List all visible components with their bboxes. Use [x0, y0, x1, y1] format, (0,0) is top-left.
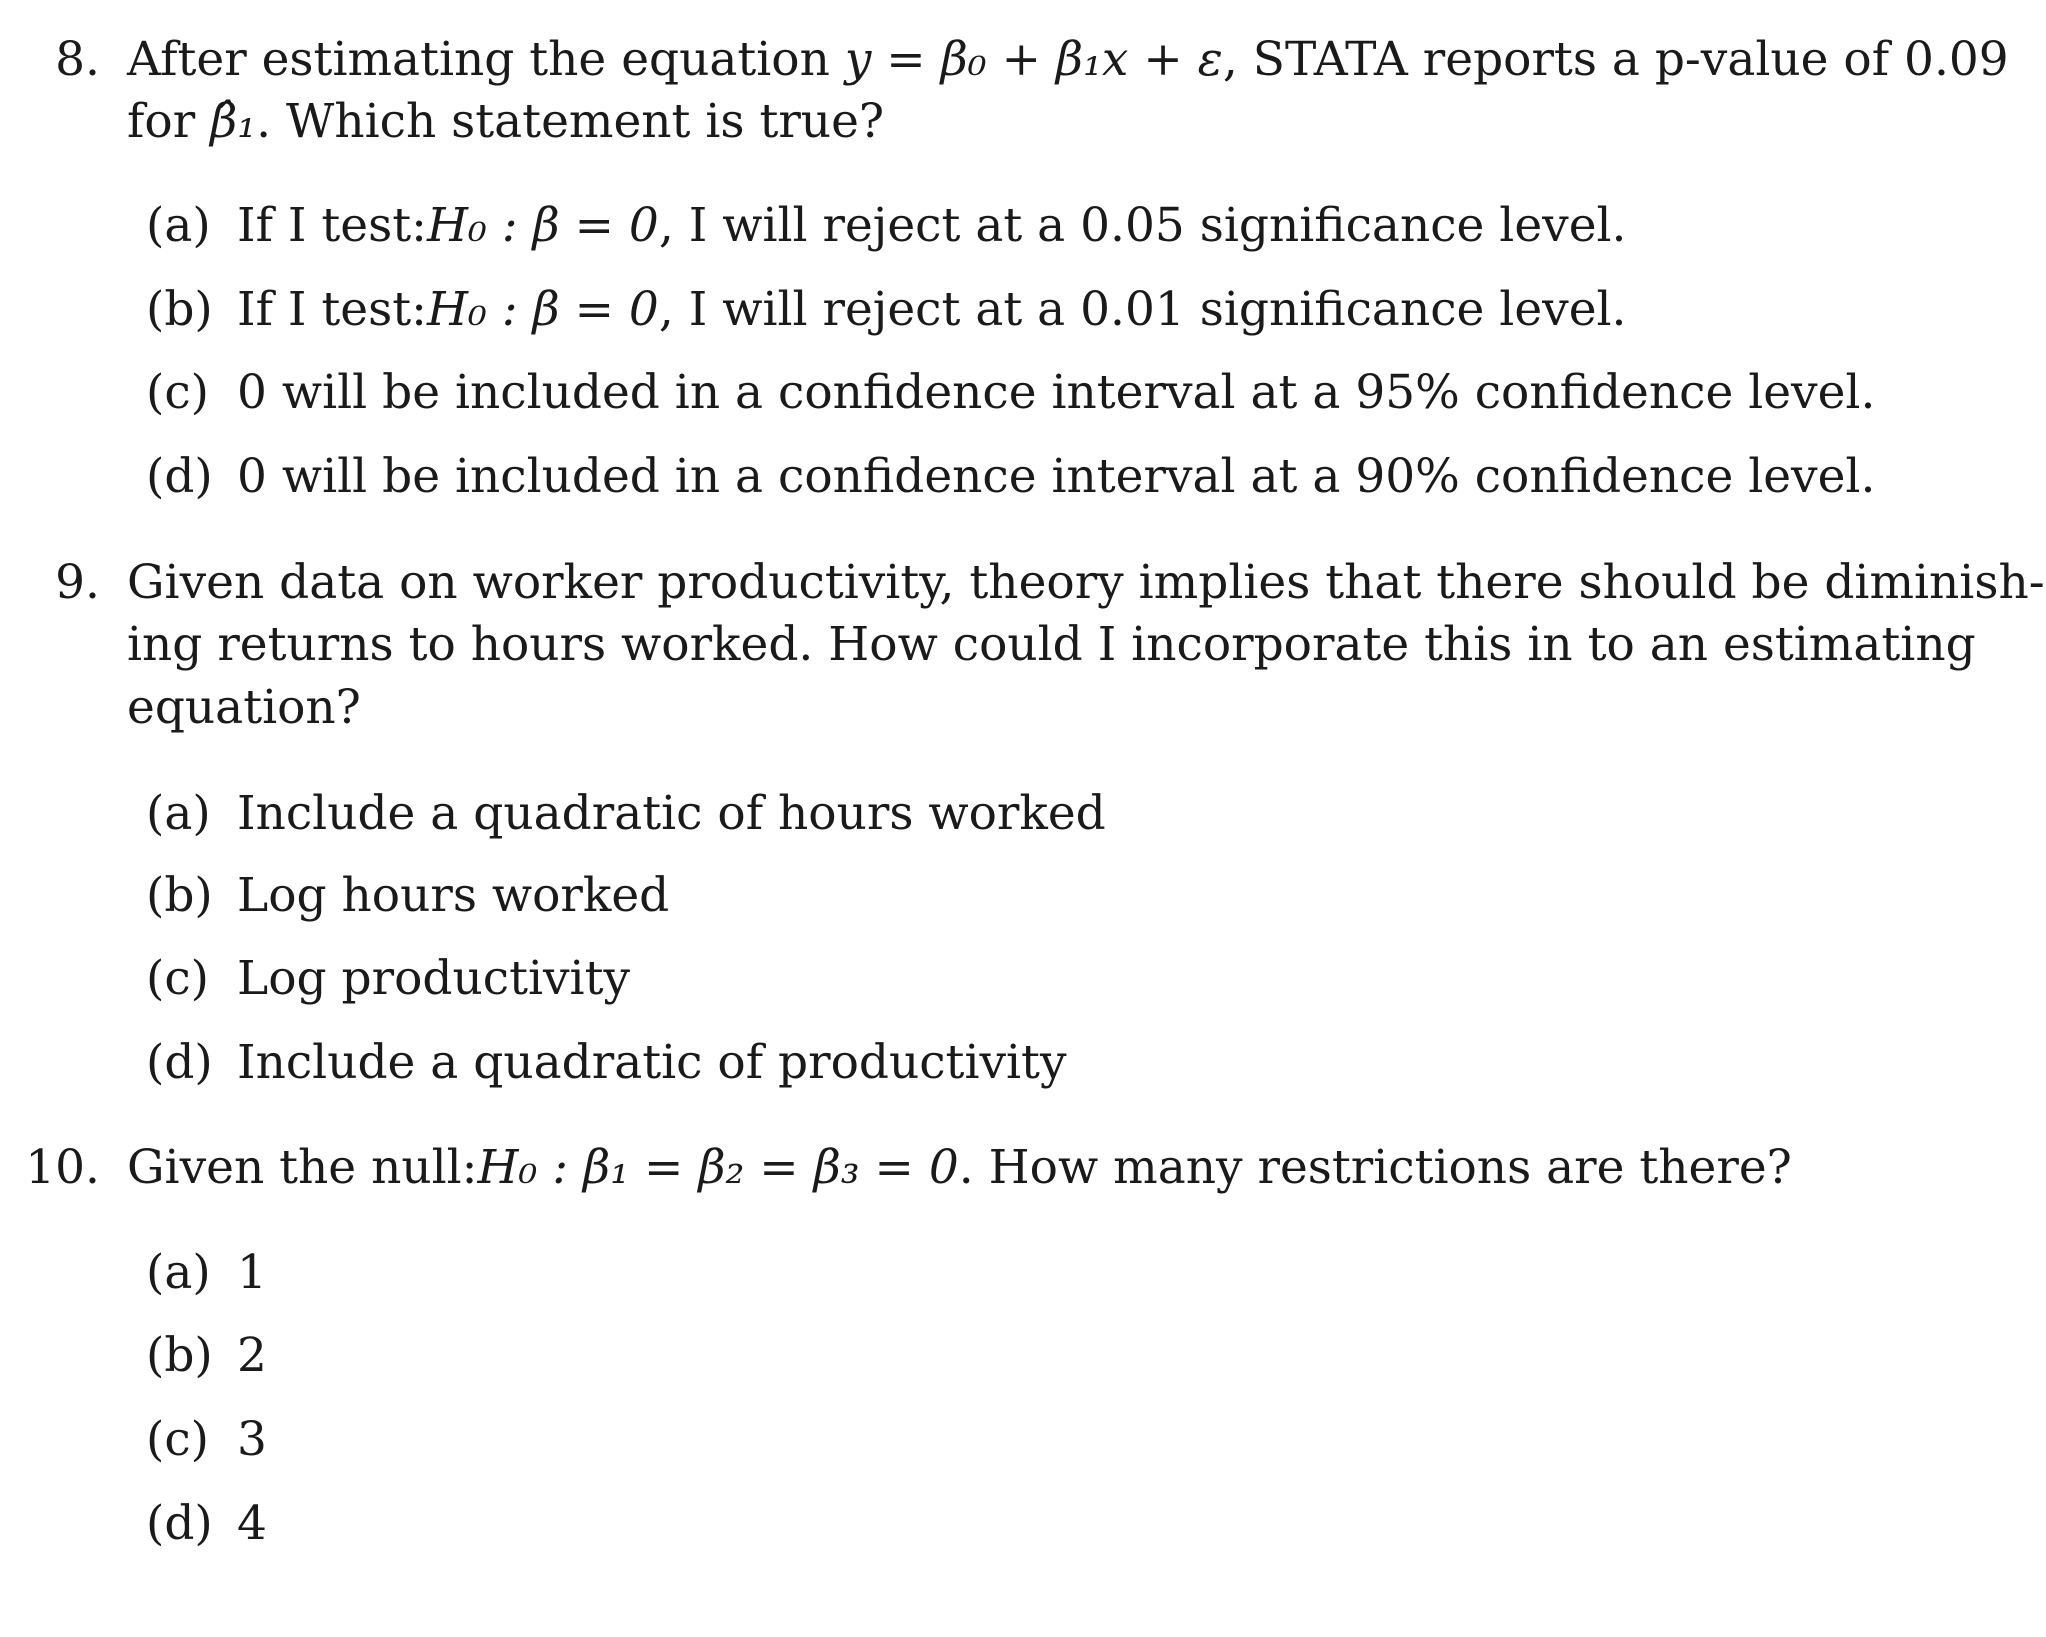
q8-a-math: H₀ : β = 0: [426, 198, 659, 253]
q10-option-c-label: (c): [146, 1412, 209, 1467]
q10-option-d-label: (d): [146, 1496, 213, 1551]
q8-option-d: 0 will be included in a confidence interval at a 90% confidence level.: [237, 449, 1876, 504]
q10-option-c: 3: [237, 1412, 267, 1467]
q9-option-a-label: (a): [146, 786, 211, 841]
question-10-stem: [127, 1138, 1792, 1198]
q8-b-suffix: , I will reject at a 0.01 significance level.: [658, 282, 1627, 337]
q9-option-d-label: (d): [146, 1035, 213, 1090]
q8-option-a: [237, 196, 1626, 256]
q10-option-d: 4: [237, 1496, 267, 1551]
q8-option-d-label: (d): [146, 449, 213, 504]
q9-option-b-label: (b): [146, 868, 213, 923]
q8-option-a-label: (a): [146, 198, 211, 253]
q9-option-a: Include a quadratic of hours worked: [237, 786, 1106, 841]
q8-equation: y = β₀ + β₁x + ε: [844, 32, 1223, 87]
q8-a-prefix: If I test:: [237, 198, 427, 253]
q8-option-c-label: (c): [146, 365, 209, 420]
q9-option-c: Log productivity: [237, 951, 631, 1006]
question-8-stem-line-1: [127, 30, 2009, 90]
q8-beta-hat: β̂₁: [210, 94, 257, 149]
q10-null-hypothesis: H₀ : β₁ = β₂ = β₃ = 0: [477, 1140, 959, 1195]
q8-option-b-label: (b): [146, 282, 213, 337]
question-8-number: 8.: [55, 32, 100, 87]
question-8-stem-line-2: [127, 92, 884, 152]
question-9-stem-line-1: Given data on worker productivity, theory implies that there should be diminish-: [127, 555, 2045, 610]
q10-stem-suffix: . How many restrictions are there?: [958, 1140, 1792, 1195]
q8-option-c: 0 will be included in a confidence interval at a 95% confidence level.: [237, 365, 1876, 420]
q10-option-a-label: (a): [146, 1245, 211, 1300]
q8-a-suffix: , I will reject at a 0.05 significance level.: [658, 198, 1627, 253]
q8-b-prefix: If I test:: [237, 282, 427, 337]
q8-stem-suffix: , STATA reports a p-value of 0.09: [1222, 32, 2009, 87]
q10-option-b-label: (b): [146, 1328, 213, 1383]
question-9-number: 9.: [55, 555, 100, 610]
question-9-stem-line-2: ing returns to hours worked. How could I incorporate this in to an estimating: [127, 617, 1976, 672]
q8-stem-prefix: After estimating the equation: [127, 32, 845, 87]
question-10-number: 10.: [25, 1140, 100, 1195]
q8-option-b: [237, 280, 1626, 340]
question-9-stem-line-3: equation?: [127, 680, 361, 735]
q10-option-b: 2: [237, 1328, 267, 1383]
q8-b-math: H₀ : β = 0: [426, 282, 659, 337]
q9-option-c-label: (c): [146, 951, 209, 1006]
q8-stem2-suffix: . Which statement is true?: [256, 94, 885, 149]
q10-option-a: 1: [237, 1245, 267, 1300]
q9-option-b: Log hours worked: [237, 868, 670, 923]
q8-stem2-prefix: for: [127, 94, 211, 149]
q9-option-d: Include a quadratic of productivity: [237, 1035, 1067, 1090]
q10-stem-prefix: Given the null:: [127, 1140, 478, 1195]
